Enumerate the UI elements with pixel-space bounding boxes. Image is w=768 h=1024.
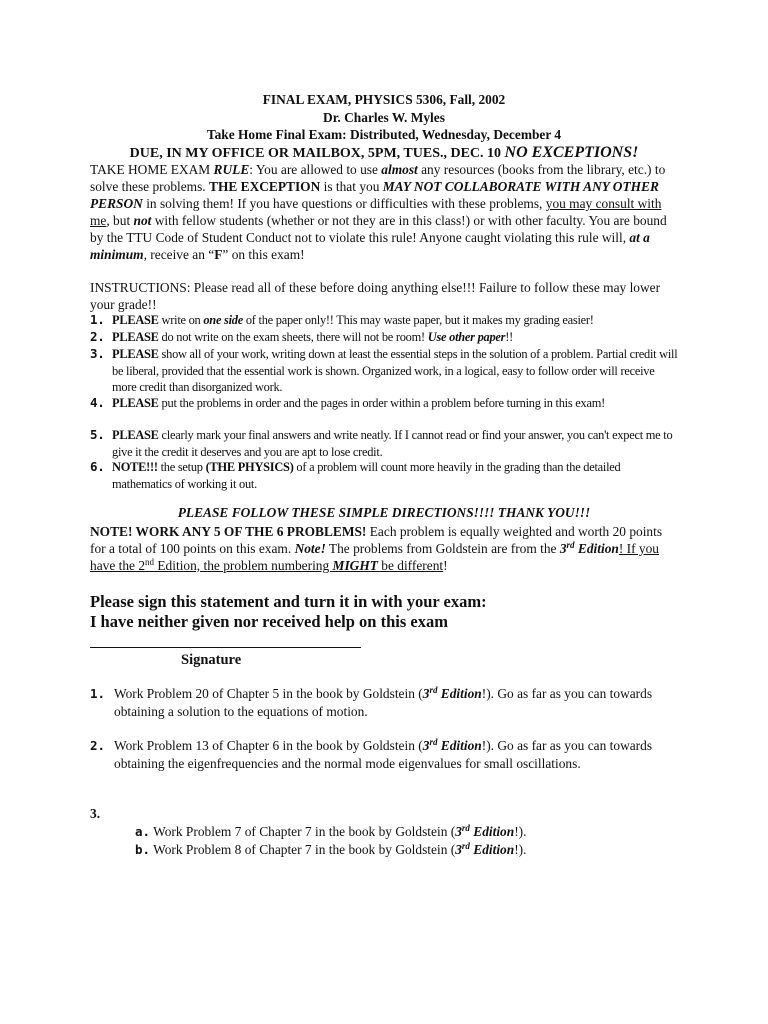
exam-title: FINAL EXAM, PHYSICS 5306, Fall, 2002: [262, 92, 506, 107]
rule-label: TAKE HOME EXAM RULE:: [90, 162, 256, 177]
instructions-paragraph: INSTRUCTIONS: Please read all of these before doing anything else!!! Failure to follow these may lower your grade!!: [90, 280, 661, 312]
rule-paragraph: TAKE HOME EXAM RULE: You are allowed to use almost any resources (books from the library, etc.) to solve these problems. THE EXCEPTION is that you MAY NOT COLLABORATE WITH ANY OTHER PERSON in solving them! If you have questions or difficulties with these problems, you may consult with me, but not with fellow students (whether or not they are in this class!) or with other faculty. You are bound by the TTU Code of Student Conduct not to violate this rule! Anyone caught violating this rule will, at a minimum, receive an “F” on this exam!: [90, 162, 667, 262]
due-line: [0, 144, 768, 162]
instruction-item-3: 3. PLEASE show all of your work, writing down at least the essential steps in the solution of a problem. Partial credit will be liberal, provided that the essential work is shown. Organized work, in a logical, easy to follow order will receive more credit than disorganized work.: [90, 346, 678, 394]
statement-line-1: Please sign this statement and turn it in with your exam:: [90, 592, 487, 611]
exception-emphasis: THE EXCEPTION: [209, 179, 321, 194]
note-paragraph: NOTE! WORK ANY 5 OF THE 6 PROBLEMS! Each problem is equally weighted and worth 20 points for a total of 100 points on this exam. Note! The problems from Goldstein are from the 3rd Edition! If you have the 2nd Edition, the problem numbering MIGHT be different!: [90, 524, 663, 573]
signature-line[interactable]: [90, 647, 361, 648]
follow-directions: PLEASE FOLLOW THESE SIMPLE DIRECTIONS!!!! THANK YOU!!!: [177, 505, 591, 520]
instructions-label: INSTRUCTIONS:: [90, 280, 191, 295]
statement-line-2: I have neither given nor received help on this exam: [90, 612, 448, 631]
instruction-item-4: 4. PLEASE put the problems in order and the pages in order within a problem before turning in this exam!: [90, 395, 605, 410]
not-emphasis: not: [133, 213, 152, 228]
problem-1: 1. Work Problem 20 of Chapter 5 in the book by Goldstein (3rd Edition!). Go as far as you can towards obtaining a solution to the equations of motion.: [90, 685, 653, 719]
instruction-item-2: 2. PLEASE do not write on the exam sheets, there will not be room! Use other paper!!: [90, 329, 513, 344]
author: Dr. Charles W. Myles: [323, 110, 445, 125]
consult-underlined: you may consult with me: [90, 196, 662, 228]
distribution-line: Take Home Final Exam: Distributed, Wednesday, December 4: [206, 127, 562, 142]
instruction-item-5: 5. PLEASE clearly mark your final answers and write neatly. If I cannot read or find your answer, you can't expect me to give it the credit it deserves and you are apt to lose credit.: [90, 427, 673, 459]
due-text: DUE, IN MY OFFICE OR MAILBOX, 5PM, TUES., DEC. 10: [129, 146, 505, 161]
problem-3-label: 3.: [90, 806, 101, 821]
problem-3a: a. Work Problem 7 of Chapter 7 in the book by Goldstein (3rd Edition!).: [135, 823, 527, 839]
note-lead: NOTE! WORK ANY 5 OF THE 6 PROBLEMS!: [90, 524, 367, 539]
signature-label: Signature: [181, 652, 242, 668]
minimum-emphasis: at a minimum: [90, 230, 650, 262]
almost-emphasis: almost: [381, 162, 418, 177]
instruction-item-6: 6. NOTE!!! the setup (THE PHYSICS) of a problem will count more heavily in the grading than the detailed mathematics of working it out.: [90, 459, 621, 491]
instruction-item-1: 1. PLEASE write on one side of the paper only!! This may waste paper, but it makes my grading easier!: [90, 312, 594, 327]
problem-2: 2. Work Problem 13 of Chapter 6 in the book by Goldstein (3rd Edition!). Go as far as you can towards obtaining the eigenfrequencies and the normal mode eigenvalues for small oscillations.: [90, 737, 653, 771]
may-not-emphasis: MAY NOT COLLABORATE WITH ANY OTHER PERSON: [90, 179, 659, 211]
problem-3b: b. Work Problem 8 of Chapter 7 in the book by Goldstein (3rd Edition!).: [135, 841, 527, 857]
due-emphasis: NO EXCEPTIONS!: [504, 144, 639, 161]
